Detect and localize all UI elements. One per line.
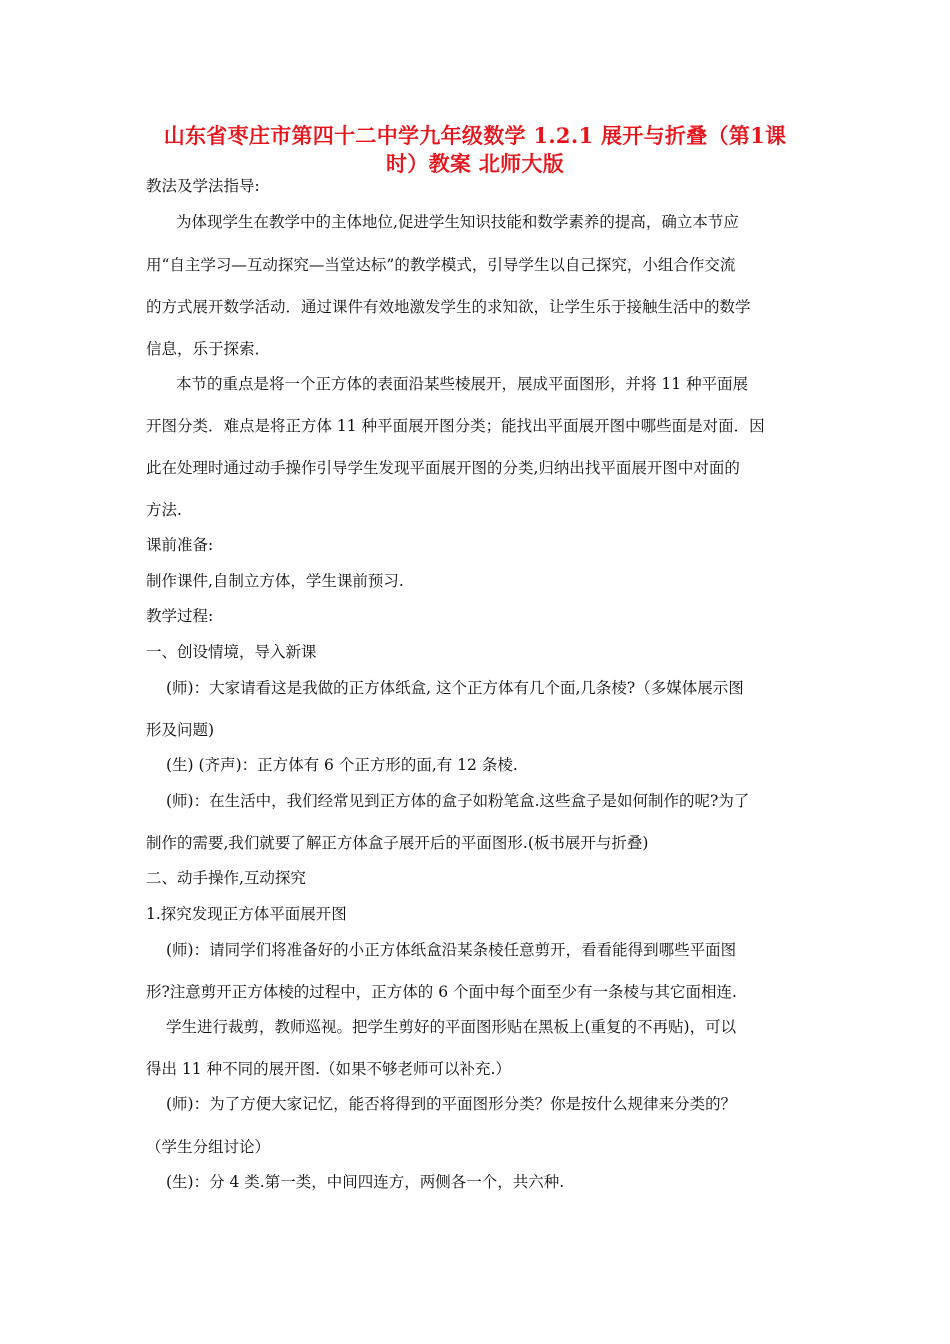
paragraph-line: (生) (齐声)：正方体有 6 个正方形的面,有 12 条棱. bbox=[166, 756, 518, 774]
heading-process: 教学过程: bbox=[146, 607, 214, 625]
paragraph-line: (师)：请同学们将准备好的小正方体纸盒沿某条棱任意剪开，看看能得到哪些平面图 bbox=[166, 941, 737, 959]
section-heading: 一、创设情境，导入新课 bbox=[146, 643, 317, 661]
paragraph-line: 形及问题) bbox=[146, 721, 215, 739]
paragraph-line: (师)：大家请看这是我做的正方体纸盒, 这个正方体有几个面,几条棱?（多媒体展示图 bbox=[166, 679, 744, 697]
title-line-2: 时）教案 北师大版 bbox=[385, 151, 564, 176]
paragraph-line: 的方式展开数学活动．通过课件有效地激发学生的求知欲，让学生乐于接触生活中的数学 bbox=[146, 298, 751, 316]
paragraph-line: 为体现学生在教学中的主体地位,促进学生知识技能和数学素养的提高，确立本节应 bbox=[176, 213, 739, 231]
paragraph-line: 得出 11 种不同的展开图.（如果不够老师可以补充.） bbox=[146, 1060, 511, 1078]
paragraph-line: (师)：为了方便大家记忆，能否将得到的平面图形分类？你是按什么规律来分类的？ bbox=[166, 1095, 737, 1113]
heading-method: 教法及学法指导: bbox=[146, 177, 260, 195]
paragraph-line: 形?注意剪开正方体棱的过程中，正方体的 6 个面中每个面至少有一条棱与其它面相连. bbox=[146, 983, 737, 1001]
paragraph-line: 制作的需要,我们就要了解正方体盒子展开后的平面图形.(板书展开与折叠) bbox=[146, 834, 649, 852]
paragraph-line: 用“自主学习—互动探究—当堂达标”的教学模式，引导学生以自己探究，小组合作交流 bbox=[146, 256, 736, 274]
paragraph-line: 本节的重点是将一个正方体的表面沿某些棱展开，展成平面图形，并将 11 种平面展 bbox=[176, 375, 749, 393]
paragraph-line: 开图分类．难点是将正方体 11 种平面展开图分类；能找出平面展开图中哪些面是对面．因 bbox=[146, 417, 765, 435]
paragraph-line: 制作课件,自制立方体，学生课前预习. bbox=[146, 572, 404, 590]
section-heading: 二、动手操作,互动探究 bbox=[146, 869, 306, 887]
document-title bbox=[140, 122, 810, 178]
paragraph-line: (生)：分 4 类.第一类，中间四连方，两侧各一个，共六种. bbox=[166, 1173, 565, 1191]
subsection-heading: 1.探究发现正方体平面展开图 bbox=[146, 905, 347, 923]
paragraph-line: （学生分组讨论） bbox=[146, 1138, 271, 1156]
heading-preparation: 课前准备: bbox=[146, 536, 214, 554]
paragraph-line: 学生进行裁剪，教师巡视。把学生剪好的平面图形贴在黑板上(重复的不再贴)，可以 bbox=[166, 1018, 737, 1036]
paragraph-line: (师)：在生活中，我们经常见到正方体的盒子如粉笔盒.这些盒子是如何制作的呢?为了 bbox=[166, 792, 750, 810]
paragraph-line: 此在处理时通过动手操作引导学生发现平面展开图的分类,归纳出找平面展开图中对面的 bbox=[146, 459, 740, 477]
paragraph-line: 信息，乐于探索． bbox=[146, 340, 271, 358]
paragraph-line: 方法. bbox=[146, 501, 182, 519]
title-line-1: 山东省枣庄市第四十二中学九年级数学 1.2.1 展开与折叠（第1课 bbox=[163, 123, 787, 148]
